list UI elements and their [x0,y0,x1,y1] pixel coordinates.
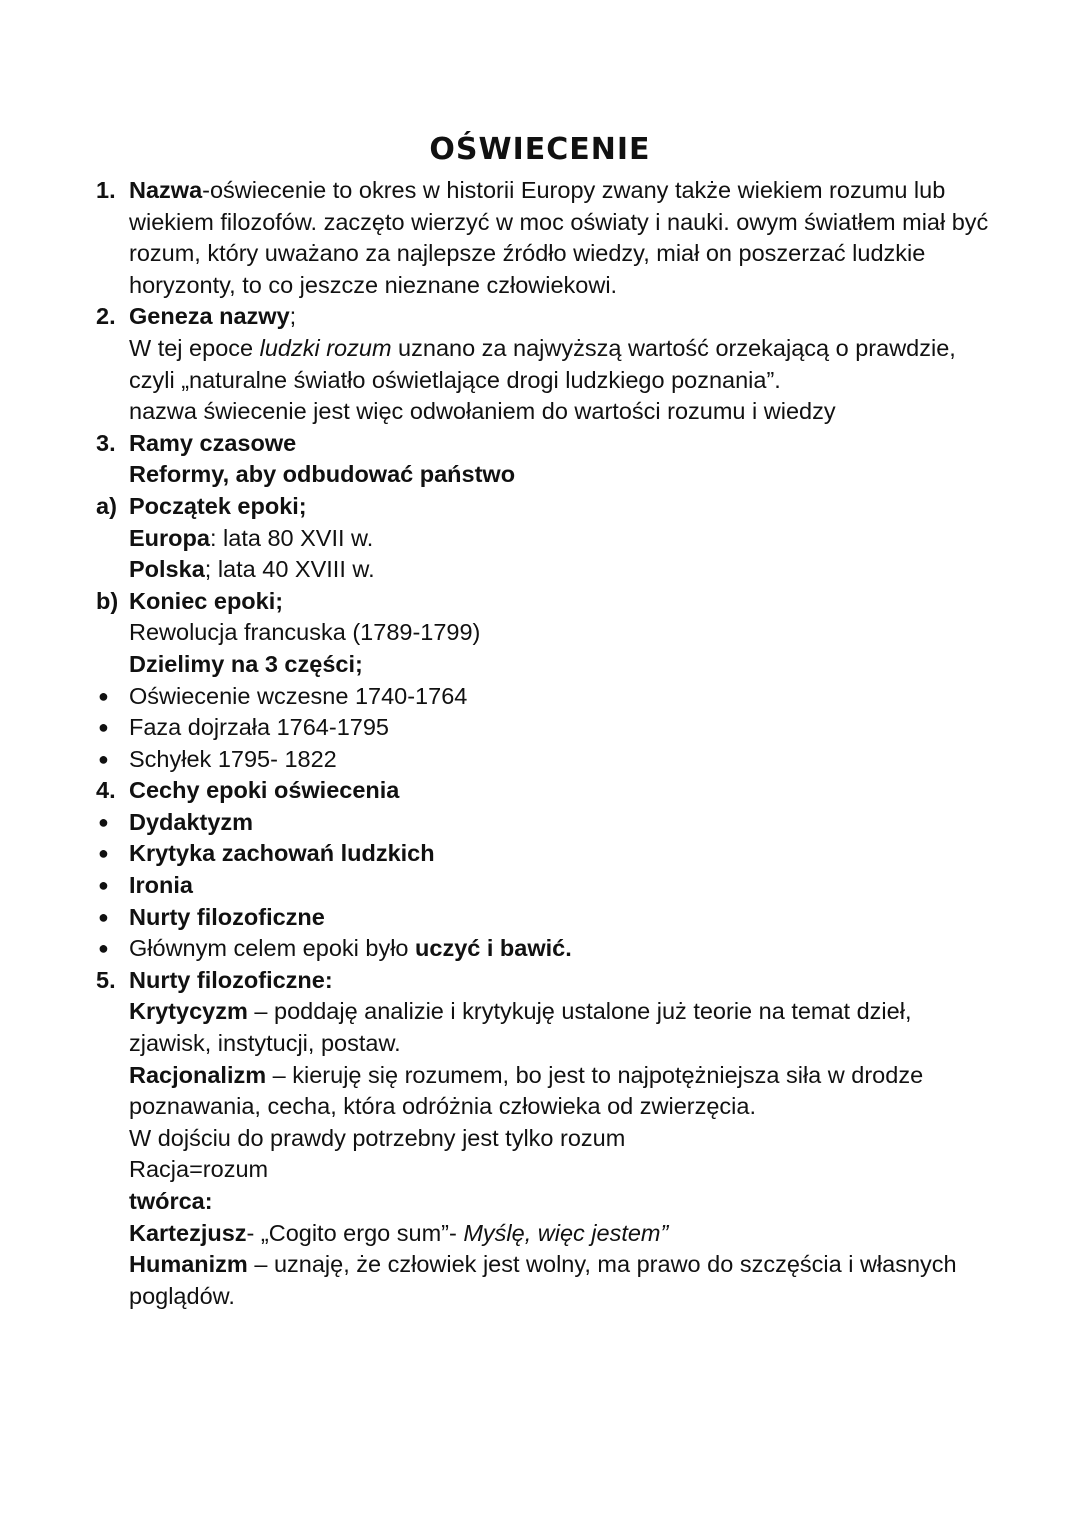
line [96,523,996,555]
section-heading: Nurty filozoficzne: [129,966,333,993]
paragraph [96,1249,996,1312]
list-item-text: Nurty filozoficzne [129,903,325,930]
term-label: Racjonalizm [129,1061,267,1088]
text-run: W tej epoce [129,334,260,361]
section-number: 2. [96,303,116,330]
term-definition: – poddaję analizie i krytykuję ustalone już teorie na temat dzieł, zjawisk, instytucji, postaw. [129,998,912,1057]
term-definition: – kieruję się rozumem, bo jest to najpotężniejsza siła w drodze poznawania, cecha, która odróżnia człowieka od zwierzęcia. [129,1061,924,1120]
bullet-icon: ● [98,685,109,706]
line: Racja=rozum [129,1156,269,1183]
section-number: 5. [96,966,116,993]
text-run: ; lata 40 XVIII w. [204,556,375,583]
bold-text: Dzielimy na 3 części; [129,650,363,677]
list-item [96,744,996,776]
bold-text: uczyć i bawić. [415,935,572,962]
section-1 [96,175,996,301]
subsection-marker: b) [96,587,119,614]
section-5 [96,965,996,997]
bullet-icon: ● [98,748,109,769]
bullet-icon: ● [98,875,109,896]
text-run: - „Cogito ergo sum”- [246,1219,464,1246]
paragraph [96,333,996,396]
list-item [96,933,996,965]
list-item-text: Faza dojrzała 1764-1795 [129,714,389,741]
page-title: OŚWIECENIE [429,132,651,167]
notes-content [96,175,996,1312]
section-3 [96,428,996,460]
line [96,1186,996,1218]
line [96,649,996,681]
subheading [96,459,996,491]
heading-suffix: ; [289,303,297,330]
paragraph [96,1060,996,1123]
text-run: Głównym celem epoki było [129,935,416,962]
list-item-text: Ironia [129,872,193,899]
section-1-text [129,175,996,301]
bullet-icon: ● [98,843,109,864]
line [96,554,996,586]
section-heading: Ramy czasowe [129,429,297,456]
term-label: Polska [129,556,205,583]
subsection-heading: Początek epoki; [129,492,307,519]
list-item-text [129,933,996,965]
paragraph: nazwa świecenie jest więc odwołaniem do wartości rozumu i wiedzy [129,398,836,425]
italic-run: Myślę, więc jestem” [463,1219,669,1246]
italic-run: ludzki rozum [259,334,392,361]
section-number: 1. [96,177,116,203]
subsection-b [96,586,996,618]
list-item [96,838,996,870]
term-definition: -oświecenie to okres w historii Europy zwany także wiekiem rozumu lub wiekiem filozofów. zaczęto wierzyć w moc oświaty i nauki. owym światłem miał być rozum, który uważano za najlepsze źródło wiedzy, miał on poszerzać ludzkie horyzonty, to co jeszcze nieznane człowiekowi. [129,177,989,298]
list-item [96,712,996,744]
list-item [96,870,996,902]
list-item [96,902,996,934]
term-label: Krytycyzm [129,998,248,1025]
term-label: Kartezjusz [129,1219,247,1246]
term-label: Europa [129,524,210,551]
subheading-text: Reformy, aby odbudować państwo [129,461,516,488]
term-definition: – uznaję, że człowiek jest wolny, ma prawo do szczęścia i własnych poglądów. [129,1251,957,1309]
section-number: 3. [96,429,116,456]
line [96,1218,996,1250]
list-item [96,807,996,839]
bullet-icon: ● [98,938,109,959]
list-item-text: Oświecenie wczesne 1740-1764 [129,682,468,709]
bullet-icon: ● [98,811,109,832]
subsection-heading: Koniec epoki; [129,587,284,614]
list-item-text: Schyłek 1795- 1822 [129,745,337,772]
section-number: 4. [96,777,116,804]
list-item [96,681,996,713]
subsection-a [96,491,996,523]
section-4 [96,775,996,807]
bullet-icon: ● [98,906,109,927]
section-2-heading [129,301,996,333]
section-heading: Geneza nazwy [129,303,290,330]
line: Rewolucja francuska (1789-1799) [129,619,481,646]
list-item-text: Krytyka zachowań ludzkich [129,840,435,867]
list-item-text: Dydaktyzm [129,808,254,835]
text-run: uznano za najwyższą wartość orzekającą o prawdzie, czyli „naturalne światło oświetlające drogi ludzkiego poznania”. [129,334,956,393]
text-run: : lata 80 XVII w. [209,524,374,551]
term-label: Humanizm [129,1251,248,1278]
line: W dojściu do prawdy potrzebny jest tylko rozum [129,1124,626,1151]
term-label: Nazwa [129,177,203,203]
section-2 [96,301,996,333]
bold-text: twórca: [129,1188,213,1214]
section-heading: Cechy epoki oświecenia [129,777,400,804]
paragraph [96,996,996,1059]
subsection-marker: a) [96,492,117,519]
bullet-icon: ● [98,717,109,738]
